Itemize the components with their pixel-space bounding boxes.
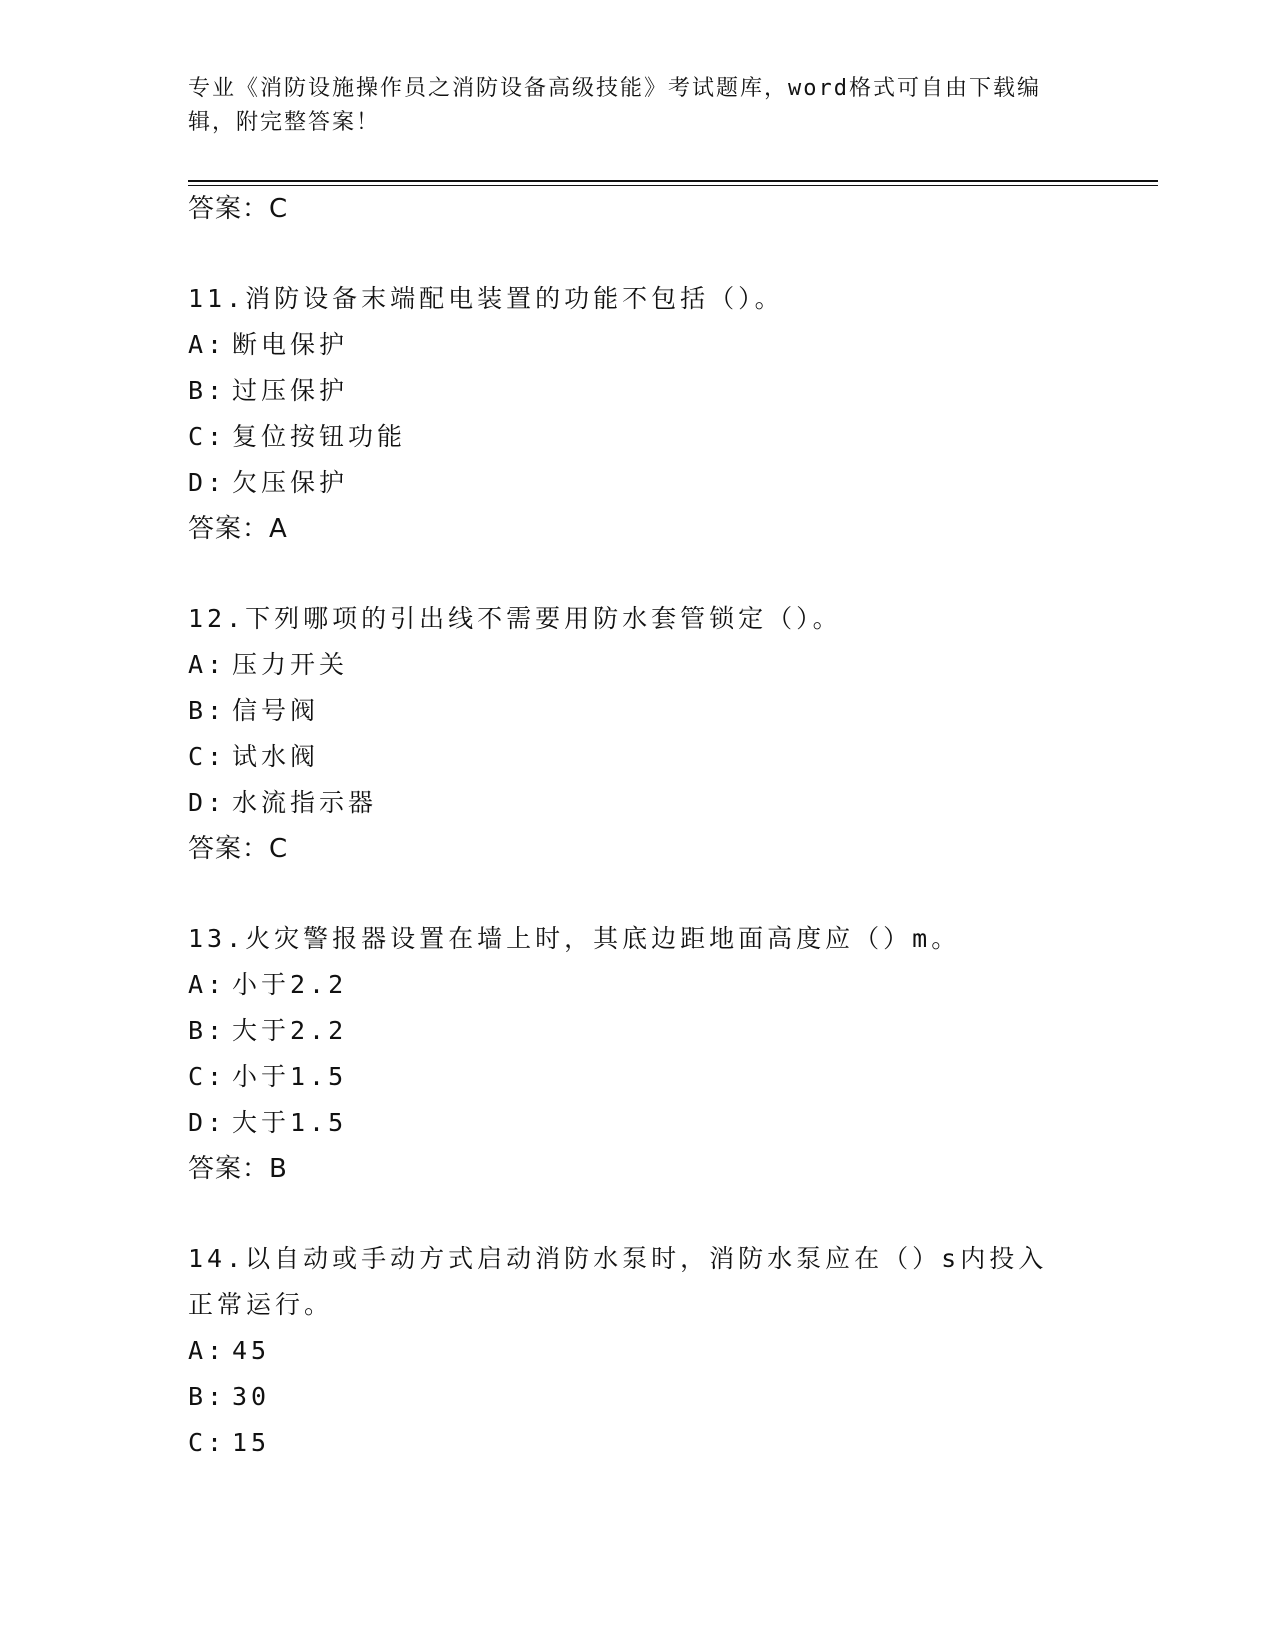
option-c: [188, 414, 1158, 460]
option-text: 断电保护: [232, 330, 349, 359]
header-line-1: 专业《消防设施操作员之消防设备高级技能》考试题库，word格式可自由下载编: [188, 76, 1041, 101]
option-b: [188, 1008, 1158, 1054]
option-text: 试水阀: [232, 742, 320, 771]
question-answer: [188, 506, 1158, 552]
answer-value: A: [269, 514, 288, 544]
option-d: [188, 1100, 1158, 1146]
option-text: 45: [232, 1336, 271, 1365]
option-text: 大于1.5: [232, 1108, 348, 1137]
header-line-2: 辑，附完整答案！: [188, 110, 381, 135]
answer-label: 答案：: [188, 194, 270, 224]
option-a: [188, 322, 1158, 368]
option-b: [188, 688, 1158, 734]
option-letter: B:: [188, 696, 227, 725]
option-letter: C:: [188, 422, 227, 451]
answer-label: 答案：: [188, 1154, 270, 1184]
option-text: 过压保护: [232, 376, 349, 405]
option-letter: A:: [188, 970, 227, 999]
option-letter: C:: [188, 1062, 227, 1091]
prev-answer: [188, 186, 1158, 232]
question-text: 13.火灾警报器设置在墙上时，其底边距地面高度应（）m。: [188, 924, 961, 953]
option-letter: C:: [188, 1428, 227, 1457]
option-letter: C:: [188, 742, 227, 771]
answer-value: C: [269, 834, 289, 864]
option-text: 小于2.2: [232, 970, 348, 999]
option-letter: B:: [188, 376, 227, 405]
question-list: [188, 186, 1158, 1466]
answer-value: B: [269, 1154, 288, 1184]
option-a: [188, 1328, 1158, 1374]
option-text: 复位按钮功能: [232, 422, 407, 451]
option-letter: D:: [188, 468, 227, 497]
option-text: 压力开关: [232, 650, 349, 679]
option-text: 大于2.2: [232, 1016, 348, 1045]
answer-label: 答案：: [188, 834, 270, 864]
option-letter: B:: [188, 1382, 227, 1411]
option-letter: A:: [188, 330, 227, 359]
option-text: 欠压保护: [232, 468, 349, 497]
question-answer: [188, 1146, 1158, 1192]
answer-label: 答案：: [188, 514, 270, 544]
option-c: [188, 734, 1158, 780]
page-header: [188, 72, 1088, 140]
question-text: 12.下列哪项的引出线不需要用防水套管锁定（）。: [188, 604, 842, 633]
question-answer: [188, 826, 1158, 872]
option-d: [188, 460, 1158, 506]
option-letter: B:: [188, 1016, 227, 1045]
option-c: [188, 1420, 1158, 1466]
option-letter: A:: [188, 1336, 227, 1365]
question-text: 11.消防设备末端配电装置的功能不包括（）。: [188, 284, 784, 313]
option-d: [188, 780, 1158, 826]
question-text: 14.以自动或手动方式启动消防水泵时，消防水泵应在（）s内投入正常运行。: [188, 1244, 1048, 1319]
option-text: 水流指示器: [232, 788, 378, 817]
option-b: [188, 1374, 1158, 1420]
option-text: 信号阀: [232, 696, 320, 725]
option-letter: A:: [188, 650, 227, 679]
option-text: 30: [232, 1382, 271, 1411]
option-a: [188, 962, 1158, 1008]
option-letter: D:: [188, 788, 227, 817]
option-text: 15: [232, 1428, 271, 1457]
option-a: [188, 642, 1158, 688]
option-c: [188, 1054, 1158, 1100]
option-letter: D:: [188, 1108, 227, 1137]
answer-value: C: [269, 194, 289, 224]
option-text: 小于1.5: [232, 1062, 348, 1091]
option-b: [188, 368, 1158, 414]
